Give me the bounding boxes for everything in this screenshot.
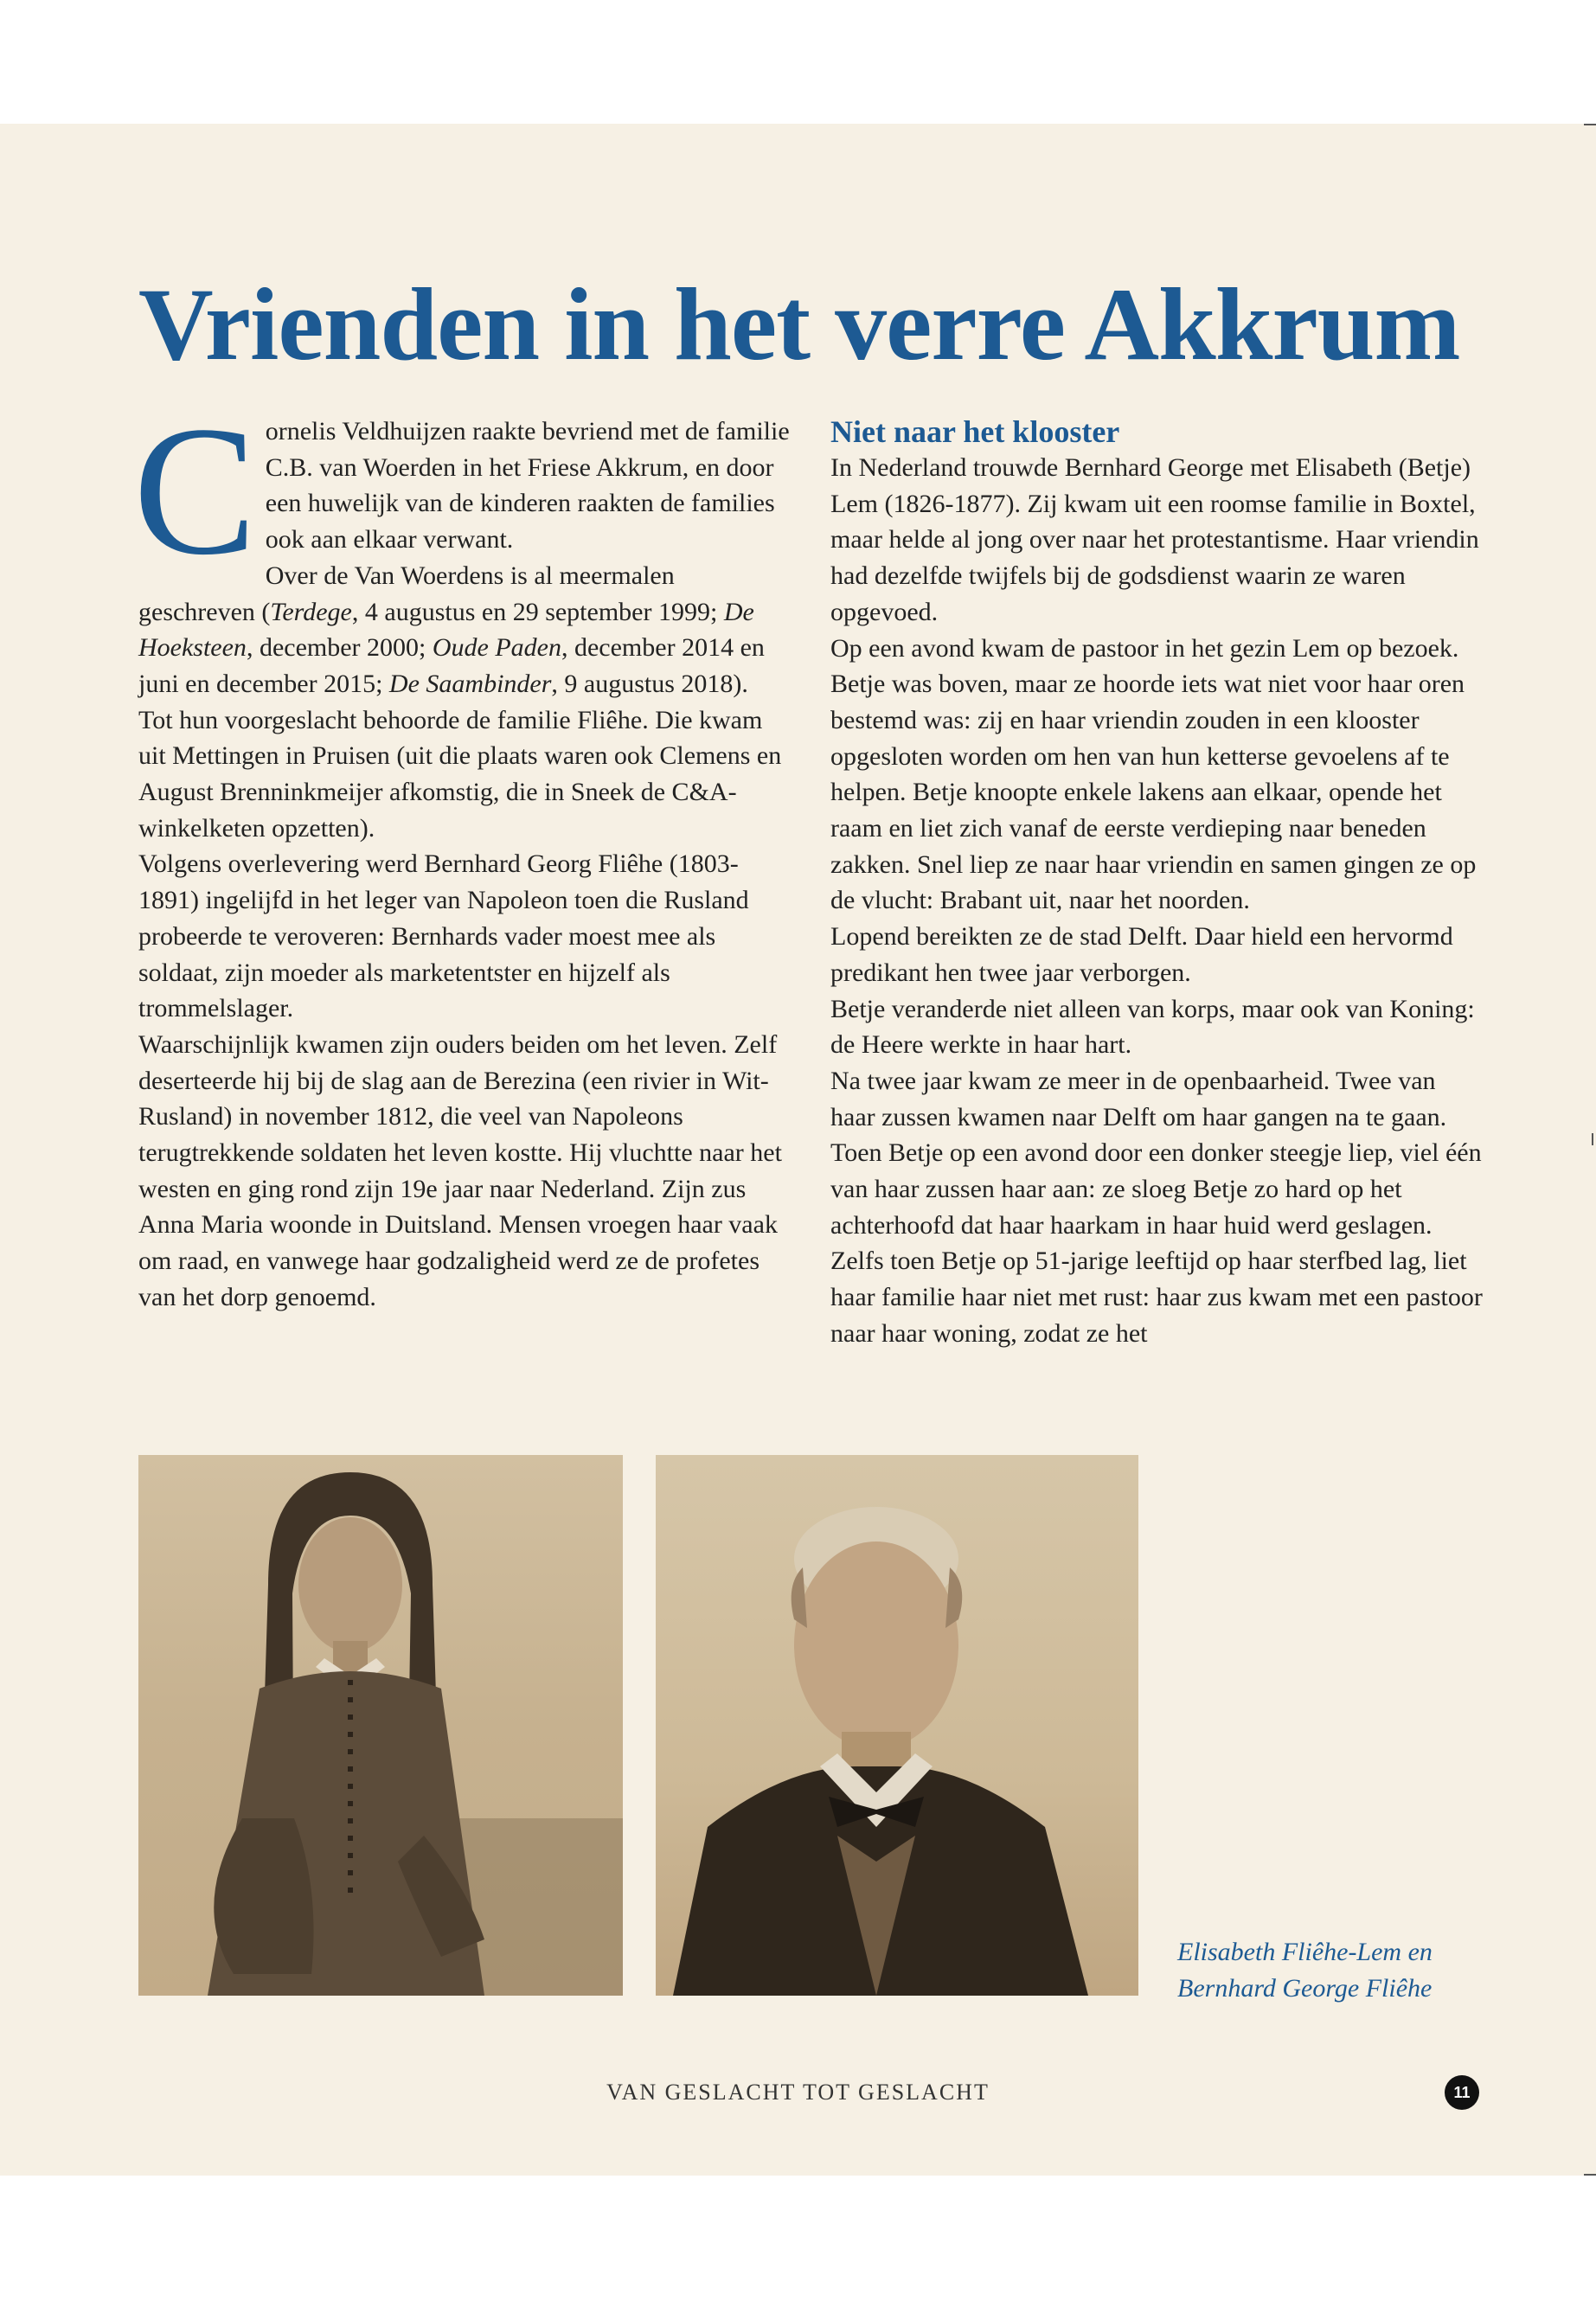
text-run: , 9 augustus 2018). <box>551 669 748 698</box>
paragraph-napoleon: Volgens overlevering werd Bernhard Georg Fliêhe (1803-1891) ingelijfd in het leger van Napoleon toen die Rusland probeerde te veroveren: Bernhards vader moest mee als soldaat, zijn moeder als marketentster en hijzelf als trommelslager. <box>138 849 749 1023</box>
photo-caption <box>1177 1934 1523 2007</box>
publication-title: Oude Paden <box>432 633 561 663</box>
crop-mark <box>1592 1133 1593 1145</box>
publication-title: De Hoeksteen <box>138 597 754 663</box>
paragraph-marriage: In Nederland trouwde Bernhard George met Elisabeth (Betje) Lem (1826-1877). Zij kwam uit een roomse familie in Boxtel, maar helde al jong over naar het protestantisme. Haar vriendin had dezelfde twijfels bij de godsdienst waarin ze waren opgevoed. <box>830 453 1479 626</box>
portrait-photo-elisabeth <box>138 1455 623 1996</box>
publication-title: De Saambinder <box>388 669 552 698</box>
paragraph-intro: ornelis Veldhuijzen raakte bevriend met de familie C.B. van Woerden in het Friese Akkrum, en door een huwelijk van de kinderen raakten de families ook aan elkaar verwant. <box>265 417 790 554</box>
drop-cap: C <box>133 388 257 593</box>
paragraph-escape: Op een avond kwam de pastoor in het gezin Lem op bezoek. Betje was boven, maar ze hoorde iets wat niet voor haar oren bestemd was: zij en haar vriendin zouden in een klooster opgesloten worden om hen van hun ketterse gevoelens af te helpen. Betje knoopte enkele lakens aan elkaar, opende het raam en liet zich vanaf de eerste verdieping naar beneden zakken. Snel liep ze naar haar vriendin en samen gingen ze op de vlucht: Brabant uit, naar het noorden. <box>830 633 1477 915</box>
paragraph-berezina: Waarschijnlijk kwamen zijn ouders beiden om het leven. Zelf deserteerde hij bij de slag aan de Berezina (een rivier in Wit-Rusland) in november 1812, die veel van Napoleons terugtrekkende soldaten het leven kostte. Hij vluchtte naar het westen en ging rond zijn 19e jaar naar Nederland. Zijn zus Anna Maria woonde in Duitsland. Mensen vroegen haar vaak om raad, en vanwege haar godzaligheid werd ze de profetes van het dorp genoemd. <box>138 1029 782 1311</box>
article-column-right <box>830 413 1484 1352</box>
text-run: , december 2000; <box>246 633 433 663</box>
section-subheading: Niet naar het klooster <box>830 414 1120 449</box>
paragraph-ancestry: Tot hun voorgeslacht behoorde de familie Fliêhe. Die kwam uit Mettingen in Pruisen (uit die plaats waren ook Clemens en August Brenninkmeijer afkomstig, die in Sneek de C&A-winkelketen opzetten). <box>138 705 782 843</box>
paragraph-delft: Lopend bereikten ze de stad Delft. Daar hield een hervormd predikant hen twee jaar verborgen. <box>830 922 1453 987</box>
magazine-footer: VAN GESLACHT TOT GESLACHT <box>606 2080 990 2105</box>
paragraph-conversion: Betje veranderde niet alleen van korps, maar ook van Koning: de Heere werkte in haar hart. <box>830 994 1475 1060</box>
text-run: , 4 augustus en 29 september 1999; <box>351 597 724 626</box>
paragraph-deathbed: Zelfs toen Betje op 51-jarige leeftijd op haar sterfbed lag, liet haar familie haar niet met rust: haar zus kwam met een pastoor naar haar woning, zodat ze het <box>830 1247 1483 1348</box>
text-run: Over de Van Woerdens is al meermalen geschreven ( <box>138 561 675 626</box>
caption-line: Elisabeth Fliêhe-Lem en <box>1177 1938 1433 1966</box>
crop-mark <box>1584 2174 1596 2176</box>
portrait-man-illustration <box>656 1455 1138 1996</box>
page-number-badge: 11 <box>1445 2075 1479 2110</box>
portrait-woman-illustration <box>138 1455 623 1996</box>
portrait-photo-bernhard <box>656 1455 1138 1996</box>
caption-line: Bernhard George Fliêhe <box>1177 1974 1433 2003</box>
paragraph-attack: Na twee jaar kwam ze meer in de openbaarheid. Twee van haar zussen kwamen naar Delft om haar gangen na te gaan. Toen Betje op een avond door een donker steegje liep, viel één van haar zussen haar aan: ze sloeg Betje zo hard op het achterhoofd dat haar haarkam in haar huid werd geslagen. <box>830 1066 1482 1240</box>
article-title: Vrienden in het verre Akkrum <box>138 266 1460 381</box>
article-column-left <box>133 388 792 1316</box>
publication-title: Terdege <box>270 597 352 626</box>
text-run: , december 2014 en juni en december 2015; <box>138 633 765 698</box>
crop-mark <box>1584 124 1596 125</box>
